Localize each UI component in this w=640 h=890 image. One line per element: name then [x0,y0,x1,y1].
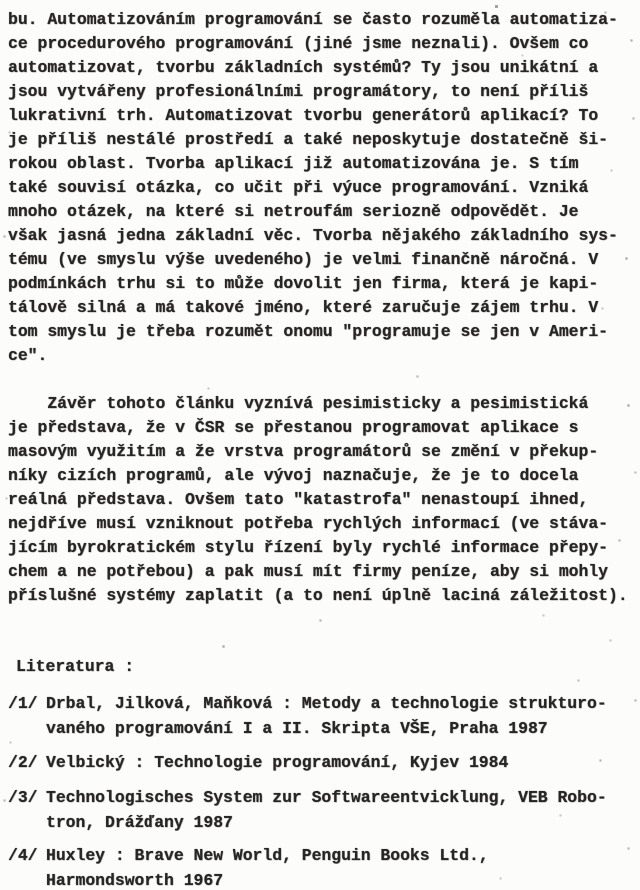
text-line: jsou vytvářeny profesionálními programátory, to není příliš [8,82,589,101]
paragraph-conclusion [8,392,628,608]
reference-marker-2: /2/ [8,753,38,772]
text-line: Závěr tohoto článku vyznívá pesimisticky a pesimistická [8,394,589,413]
literature-item-3 [8,785,607,835]
reference-marker-1: /1/ [8,694,38,713]
text-line: tálově silná a má takové jméno, které zaručuje zájem trhu. V [8,298,599,317]
text-line: Huxley : Brave New World, Penguin Books Ltd., [46,846,489,865]
text-line: také souvisí otázka, co učit při výuce programování. Vzniká [8,178,589,197]
text-line: ce procedurového programování (jiné jsme neznali). Ovšem co [8,34,589,53]
literature-item-4 [8,843,489,890]
literature-item-2 [8,750,508,775]
text-line: podmínkách trhu si to může dovolit jen firma, která je kapi- [8,274,599,293]
text-line: příslušné systémy zaplatit (a to není úplně laciná záležitost). [8,586,628,605]
text-line: je představa, že v ČSR se přestanou programovat aplikace s [8,418,579,437]
paragraph-body-1 [8,8,618,368]
text-line: Drbal, Jilková, Maňková : Metody a technologie strukturo- [46,694,607,713]
reference-text-2 [46,750,508,775]
text-line: automatizovat, tvorbu základních systémů? Ty jsou unikátní a [8,58,599,77]
reference-text-1 [46,691,607,741]
text-line: níky cizích programů, ale vývoj naznačuje, že je to docela [8,466,579,485]
literature-heading: Literatura : [16,657,135,676]
text-line: je příliš nestálé prostředí a také neposkytuje dostatečně ši- [8,130,608,149]
reference-text-3 [46,785,607,835]
text-line: nejdříve musí vzniknout potřeba rychlých informací (ve stáva- [8,514,608,533]
text-line: Technologisches System zur Softwareentvicklung, VEB Robo- [46,788,607,807]
text-line: lukrativní trh. Automatizovat tvorbu generátorů aplikací? To [8,106,599,125]
text-line: mnoho otázek, na které si netroufám seriozně odpovědět. Je [8,202,579,221]
reference-marker-4: /4/ [8,846,38,865]
text-line: tom smyslu je třeba rozumět onomu "programuje se jen v Ameri- [8,322,608,341]
text-line: rokou oblast. Tvorba aplikací již automatizována je. S tím [8,154,579,173]
reference-text-4 [46,843,489,890]
text-line: bu. Automatizováním programování se často rozuměla automatiza- [8,10,618,29]
text-line: masovým využitím a že vrstva programátorů se změní v překup- [8,442,599,461]
text-line: však jasná jedna základní věc. Tvorba nějakého základního sys- [8,226,618,245]
text-line: ce". [8,346,48,365]
text-line: jícím byrokratickém stylu řízení byly rychlé informace přepy- [8,538,608,557]
text-line: tron, Drážďany 1987 [46,813,233,832]
text-line: Harmondsworth 1967 [46,871,224,890]
reference-marker-3: /3/ [8,788,38,807]
literature-item-1 [8,691,607,741]
text-line: vaného programování I a II. Skripta VŠE, Praha 1987 [46,719,548,738]
text-line: Velbický : Technologie programování, Kyjev 1984 [46,753,509,772]
scan-noise-specks [0,0,1,1]
text-line: tému (ve smyslu výše uvedeného) je velmi finančně náročná. V [8,250,599,269]
text-line: reálná představa. Ovšem tato "katastrofa" nenastoupí ihned, [8,490,589,509]
text-line: chem a ne potřebou) a pak musí mít firmy peníze, aby si mohly [8,562,608,581]
